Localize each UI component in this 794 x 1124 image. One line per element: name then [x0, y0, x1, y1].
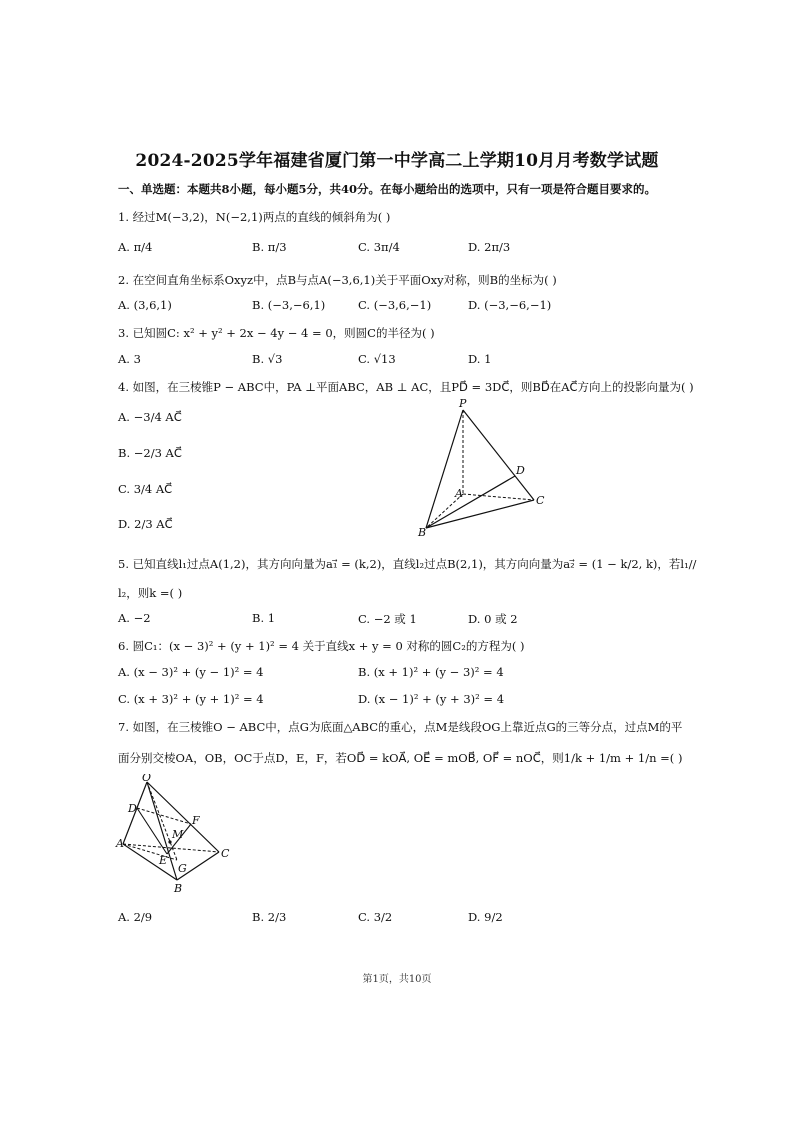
q1-option-b: B. π/3: [252, 240, 287, 254]
question-1-stem: 1. 经过M(−3,2)，N(−2,1)两点的直线的倾斜角为( ): [118, 210, 391, 224]
q6-option-b: B. (x + 1)² + (y − 3)² = 4: [358, 665, 504, 679]
question-7-stem-line1: 7. 如图，在三棱锥O − ABC中，点G为底面△ABC的重心，点M是线段OG上靠近点G的三等分点，过点M的平: [118, 720, 683, 734]
q7-option-d: D. 9/2: [468, 910, 503, 924]
q6-option-a: A. (x − 3)² + (y − 1)² = 4: [118, 665, 264, 679]
q5-option-a: A. −2: [118, 611, 151, 625]
question-2-stem: 2. 在空间直角坐标系Oxyz中，点B与点A(−3,6,1)关于平面Oxy对称，则B的坐标为( ): [118, 273, 557, 287]
page-title: 2024-2025学年福建省厦门第一中学高二上学期10月月考数学试题: [135, 151, 659, 171]
label-p: P: [459, 397, 467, 410]
q3-option-a: A. 3: [118, 352, 141, 366]
label-o: O: [142, 774, 152, 784]
q7-option-c: C. 3/2: [358, 910, 393, 924]
label-d: D: [516, 464, 525, 477]
label-a: A: [455, 487, 463, 500]
q6-option-c: C. (x + 3)² + (y + 1)² = 4: [118, 692, 264, 706]
q4-option-b: B. −2/3 AC⃗: [118, 446, 182, 460]
q4-option-c: C. 3/4 AC⃗: [118, 482, 173, 496]
question-7-stem-line2: 面分别交棱OA，OB，OC于点D，E，F，若OD⃗ = kOA⃗, OE⃗ = mOB⃗, OF⃗ = nOC⃗，则1/k + 1/m + 1/n =( ): [118, 751, 683, 765]
label-g: G: [178, 862, 187, 875]
question-5-stem-line1: 5. 已知直线l₁过点A(1,2)，其方向向量为a₁⃗ = (k,2)，直线l₂过点B(2,1)，其方向向量为a₂⃗ = (1 − k/2, k)，若l₁//: [118, 557, 697, 571]
q2-option-b: B. (−3,−6,1): [252, 298, 326, 312]
question-6-stem: 6. 圆C₁：(x − 3)² + (y + 1)² = 4 关于直线x + y = 0 对称的圆C₂的方程为( ): [118, 639, 525, 653]
q2-option-d: D. (−3,−6,−1): [468, 298, 552, 312]
section-heading: 一、单选题：本题共8小题，每小题5分，共40分。在每小题给出的选项中，只有一项是符合题目要求的。: [118, 182, 657, 196]
q6-option-d: D. (x − 1)² + (y + 3)² = 4: [358, 692, 505, 706]
label-a: A: [116, 837, 124, 850]
q2-option-a: A. (3,6,1): [118, 298, 172, 312]
q5-option-d: D. 0 或 2: [468, 612, 518, 626]
q4-option-a: A. −3/4 AC⃗: [118, 410, 182, 424]
label-m: M: [172, 828, 184, 841]
q3-option-c: C. √13: [358, 352, 396, 366]
q7-option-b: B. 2/3: [252, 910, 287, 924]
q5-option-c: C. −2 或 1: [358, 612, 417, 626]
q1-option-c: C. 3π/4: [358, 240, 400, 254]
label-b: B: [174, 882, 183, 895]
label-e: E: [159, 854, 168, 867]
q3-option-b: B. √3: [252, 352, 283, 366]
question-4-stem: 4. 如图，在三棱锥P − ABC中，PA ⊥平面ABC，AB ⊥ AC，且PD⃗ = 3DC⃗，则BD⃗在AC⃗方向上的投影向量为( ): [118, 380, 694, 394]
label-b: B: [418, 526, 427, 539]
question-3-stem: 3. 已知圆C: x² + y² + 2x − 4y − 4 = 0，则圆C的半径为( ): [118, 326, 435, 340]
label-c: C: [536, 494, 545, 507]
q1-option-a: A. π/4: [118, 240, 153, 254]
q4-option-d: D. 2/3 AC⃗: [118, 517, 173, 531]
q5-option-b: B. 1: [252, 611, 276, 625]
question-5-stem-line2: l₂，则k =( ): [118, 586, 183, 600]
label-d: D: [128, 802, 137, 815]
q7-option-a: A. 2/9: [118, 910, 153, 924]
q2-option-c: C. (−3,6,−1): [358, 298, 432, 312]
page-footer: 第1页，共10页: [362, 974, 432, 985]
q7-tetrahedron-figure: [115, 774, 235, 896]
q3-option-d: D. 1: [468, 352, 492, 366]
label-c: C: [221, 847, 230, 860]
label-f: F: [192, 814, 200, 827]
q1-option-d: D. 2π/3: [468, 240, 511, 254]
q4-tetrahedron-figure: [410, 396, 560, 542]
